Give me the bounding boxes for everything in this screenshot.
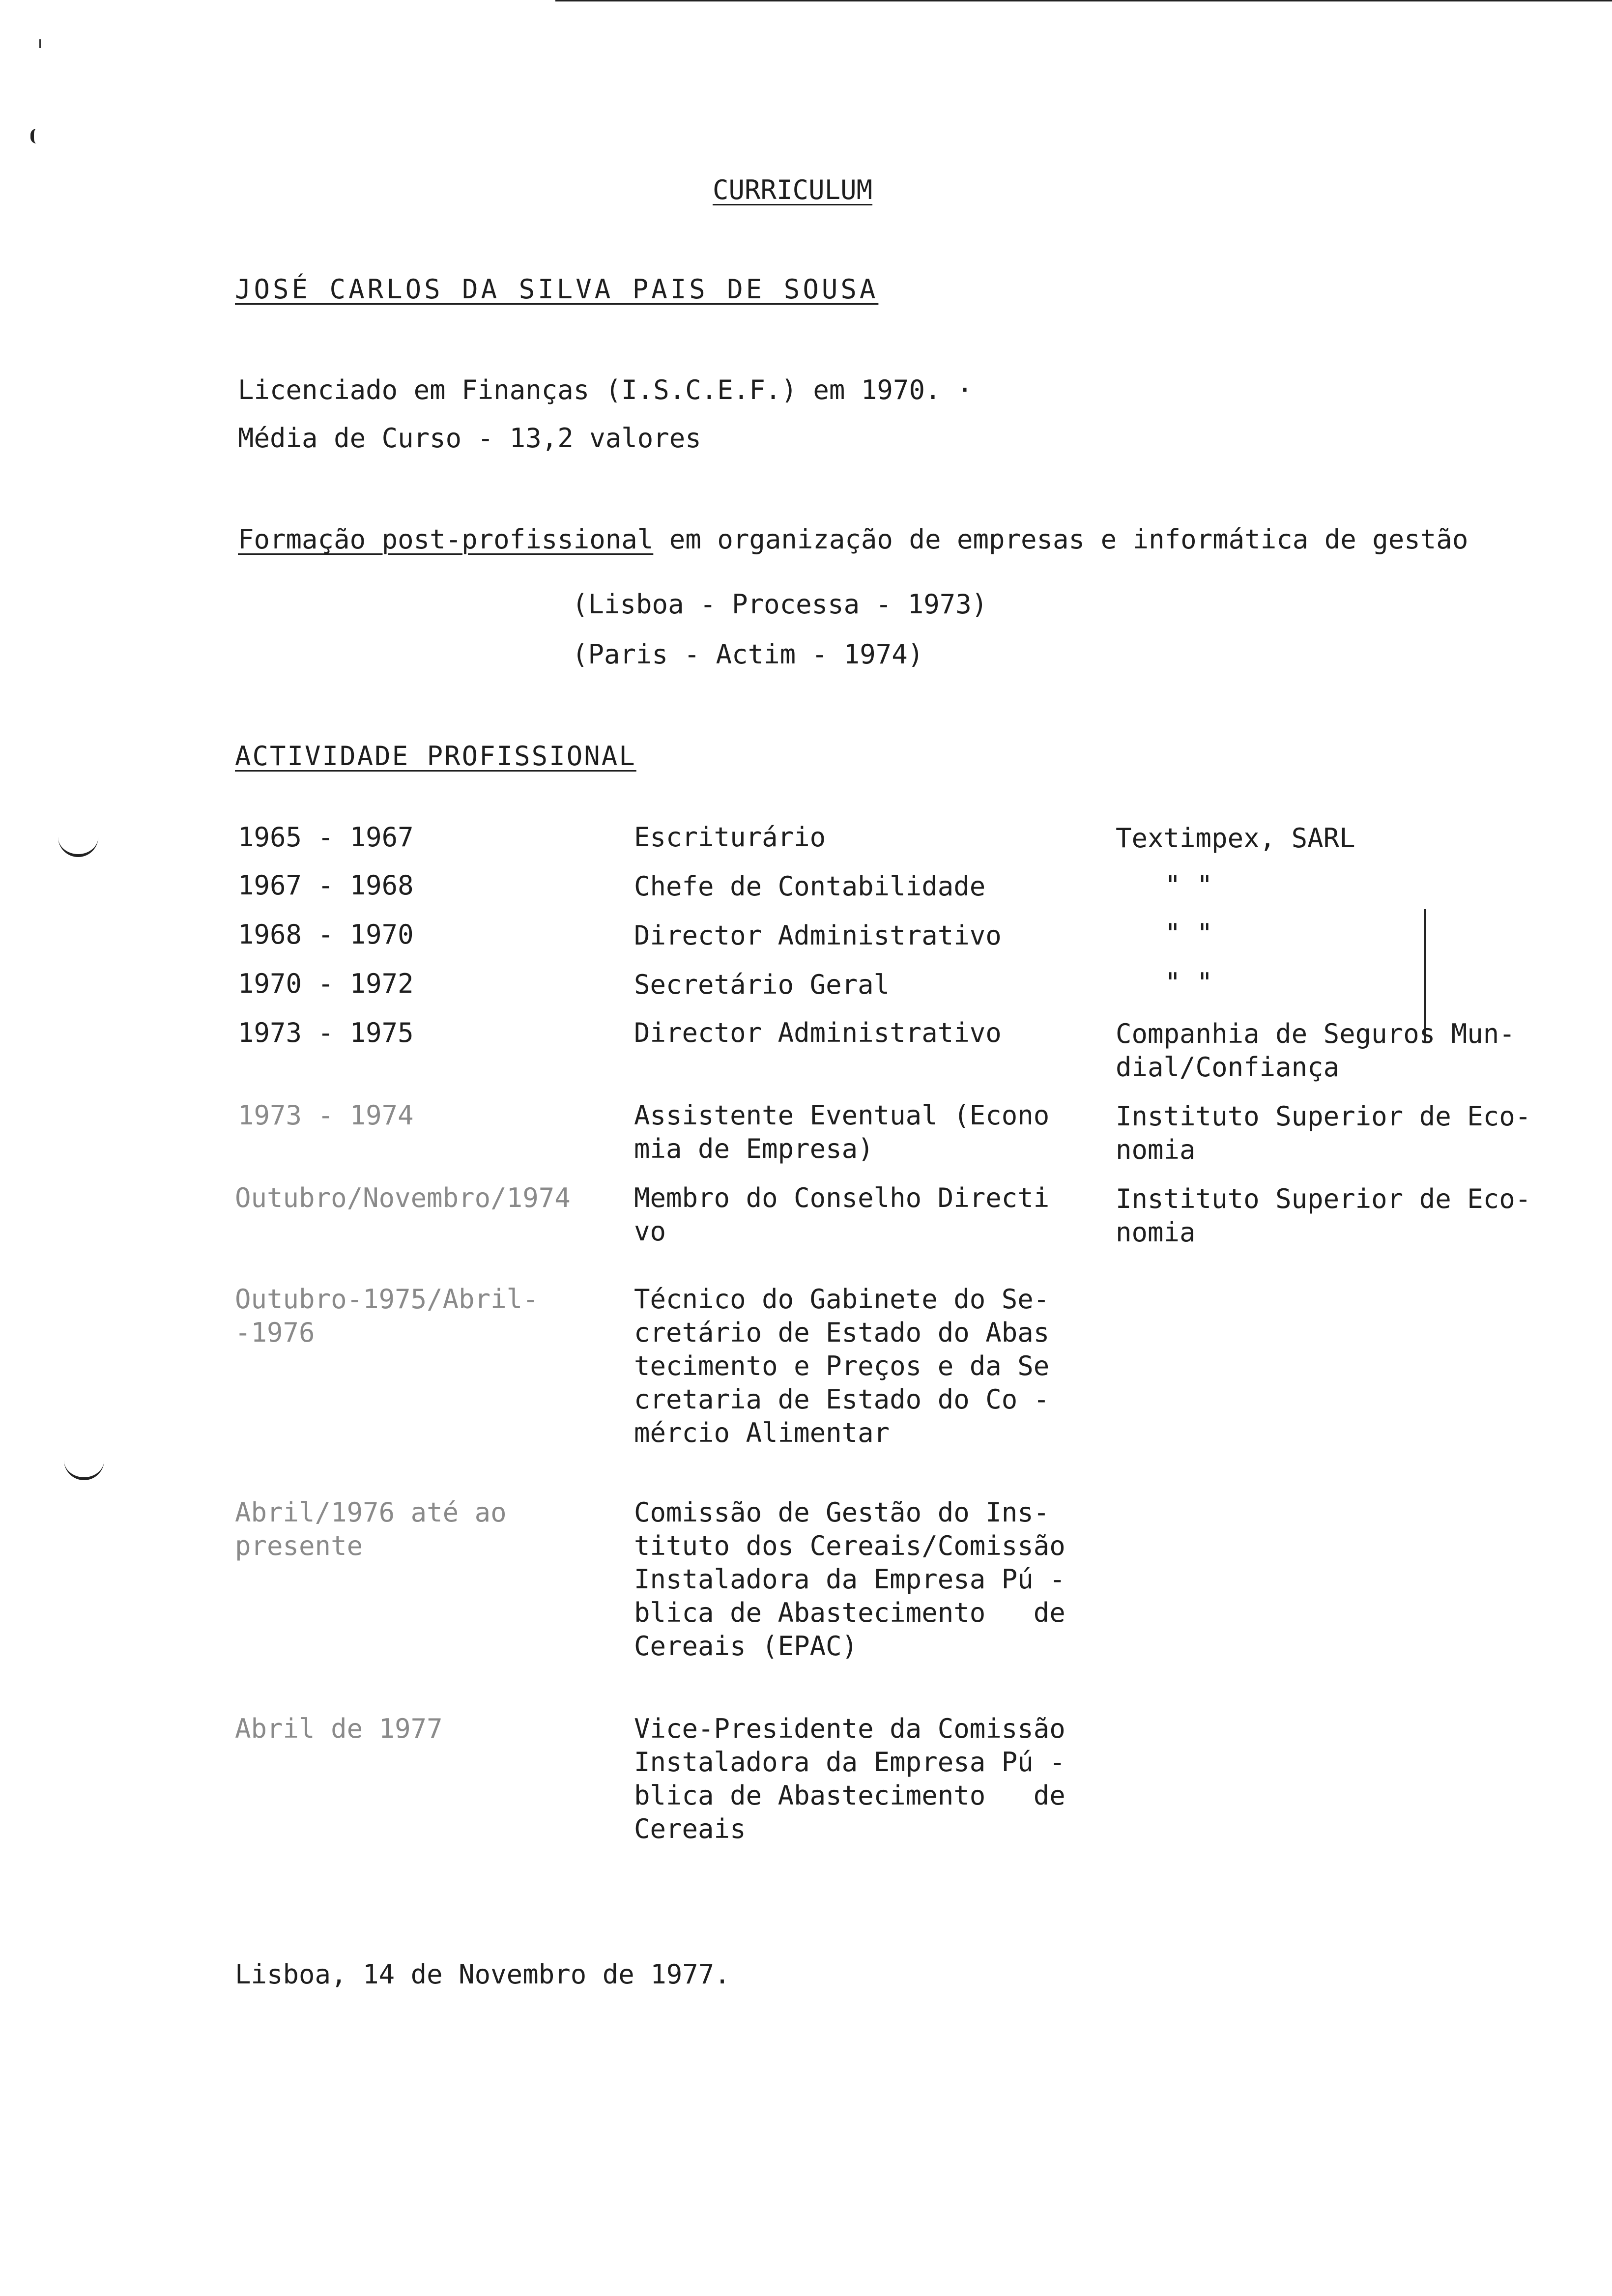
activity-period: 1973 - 1975	[238, 1017, 414, 1048]
activity-period: 1968 - 1970	[238, 919, 414, 950]
activity-organization: Instituto Superior de Eco- nomia	[1116, 1183, 1531, 1248]
activity-organization: Instituto Superior de Eco- nomia	[1116, 1101, 1531, 1165]
margin-mark	[30, 129, 47, 144]
activity-period: Outubro-1975/Abril- -1976	[235, 1284, 539, 1348]
scan-top-line	[555, 0, 1612, 1]
activity-role: Chefe de Contabilidade	[634, 871, 986, 902]
training-line	[238, 523, 1468, 556]
activity-role: Comissão de Gestão do Ins- tituto dos Cereais/Comissão Instaladora da Empresa Pú - blica de Abastecimento de Cereais (EPAC)	[634, 1497, 1065, 1662]
hole-punch-mark	[64, 1459, 104, 1480]
training-description: em organização de empresas e informática de gestão	[653, 524, 1468, 555]
activity-period: 1965 - 1967	[238, 822, 414, 853]
education-average: Média de Curso - 13,2 valores	[238, 423, 701, 454]
margin-mark	[39, 39, 46, 48]
activity-period: 1967 - 1968	[238, 870, 414, 901]
education-degree: Licenciado em Finanças (I.S.C.E.F.) em 1970. ·	[238, 374, 973, 405]
activity-organization: Companhia de Seguros Mun- dial/Confiança	[1116, 1018, 1515, 1083]
activity-role: Assistente Eventual (Econo mia de Empresa)	[634, 1100, 1050, 1164]
activity-role: Director Administrativo	[634, 1017, 1002, 1048]
training-item-lisboa: (Lisboa - Processa - 1973)	[572, 589, 988, 620]
person-name: JOSÉ CARLOS DA SILVA PAIS DE SOUSA	[235, 274, 879, 305]
activity-role: Técnico do Gabinete do Se- cretário de Estado do Abas tecimento e Preços e da Se cretaria de Estado do Co - mércio Alimentar	[634, 1284, 1050, 1448]
section-heading: ACTIVIDADE PROFISSIONAL	[235, 741, 636, 772]
activity-organization-ditto: " "	[1165, 918, 1213, 949]
closing-place-date: Lisboa, 14 de Novembro de 1977.	[235, 1959, 730, 1990]
activity-role: Vice-Presidente da Comissão Instaladora da Empresa Pú - blica de Abastecimento de Cereais	[634, 1713, 1065, 1844]
training-label: Formação post-profissional	[238, 524, 654, 555]
activity-organization-ditto: " "	[1165, 967, 1213, 998]
activity-period: Abril de 1977	[235, 1713, 443, 1744]
activity-role: Escriturário	[634, 822, 826, 853]
activity-role: Director Administrativo	[634, 920, 1002, 951]
activity-period: Abril/1976 até ao presente	[235, 1497, 507, 1561]
activity-role: Membro do Conselho Directi vo	[634, 1182, 1050, 1247]
training-item-paris: (Paris - Actim - 1974)	[572, 639, 924, 670]
page-title: CURRICULUM	[713, 174, 873, 205]
activity-period: 1973 - 1974	[238, 1100, 414, 1131]
activity-role: Secretário Geral	[634, 969, 890, 1000]
activity-period: Outubro/Novembro/1974	[235, 1182, 571, 1213]
activity-period: 1970 - 1972	[238, 968, 414, 999]
activity-organization: Textimpex, SARL	[1116, 823, 1355, 854]
activity-organization-ditto: " "	[1165, 870, 1213, 901]
hole-punch-mark	[58, 835, 98, 857]
